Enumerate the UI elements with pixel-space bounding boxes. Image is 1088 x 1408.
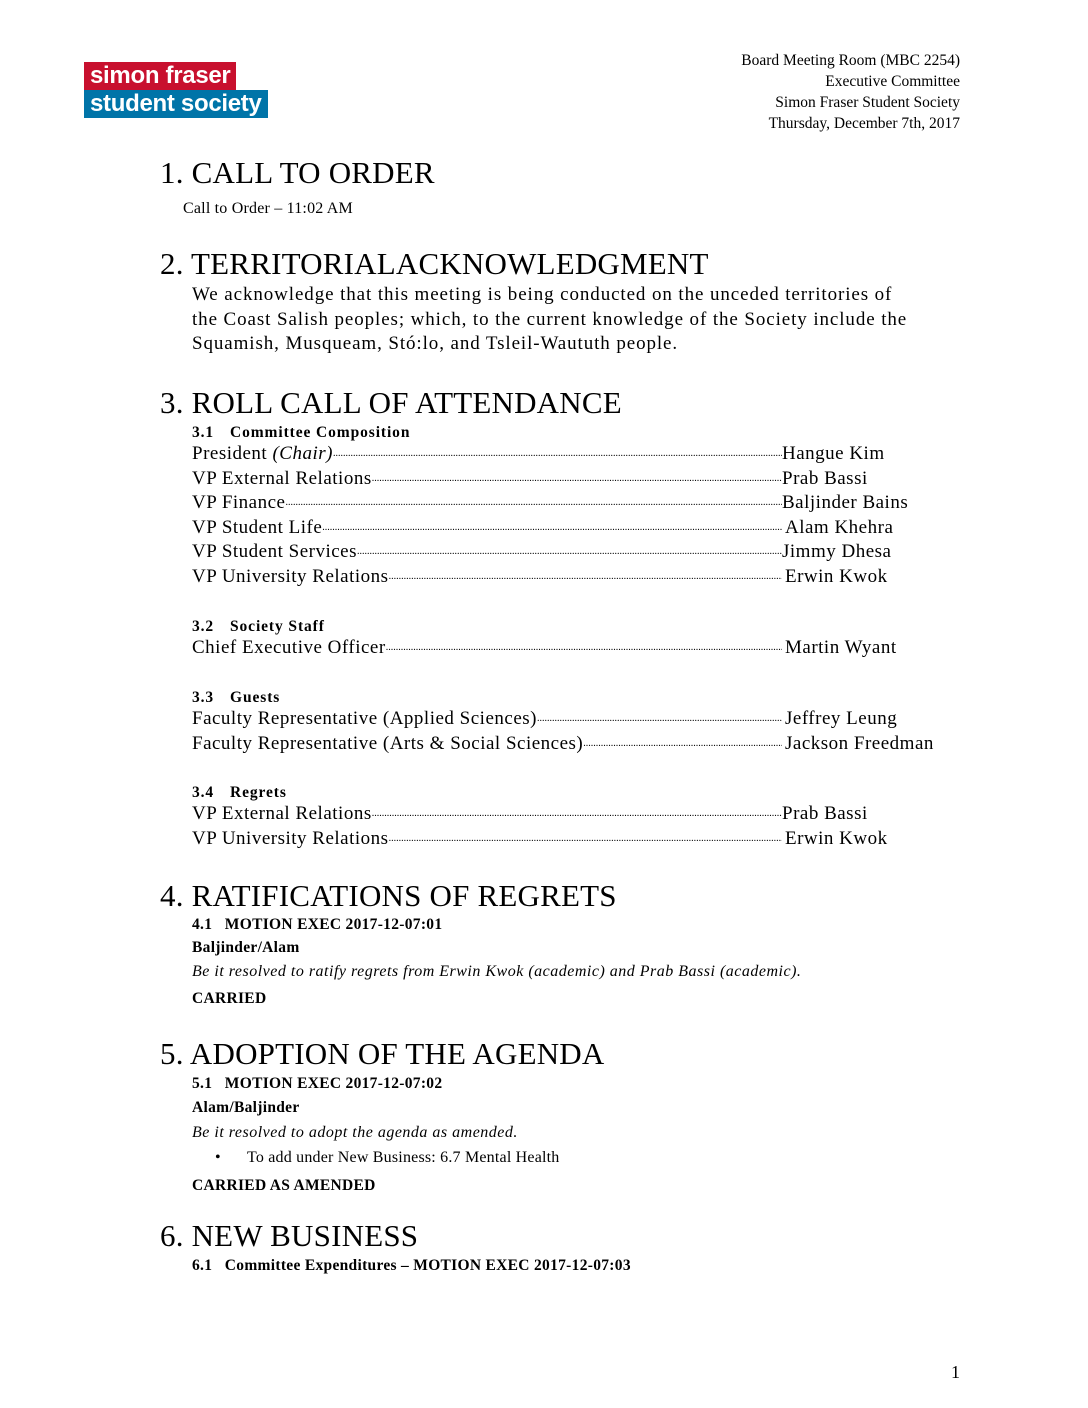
society-name: Simon Fraser Student Society <box>775 94 960 111</box>
attendee-name: Jeffrey Leung <box>785 708 898 729</box>
attendee-name: Erwin Kwok <box>785 828 888 849</box>
attendance-row: Faculty Representative (Arts & Social Sciences) ..... <box>192 732 782 756</box>
subsection-heading-regrets: 3.4 Regrets <box>192 784 287 801</box>
motion-resolution: Be it resolved to adopt the agenda as amended. <box>192 1124 518 1141</box>
attendee-name: Jimmy Dhesa <box>782 541 892 562</box>
attendee-name: Baljinder Bains <box>782 492 909 513</box>
meeting-room: Board Meeting Room (MBC 2254) <box>741 52 960 69</box>
ack-line-1: We acknowledge that this meeting is being conducted on the unceded territories of <box>192 284 893 305</box>
attendance-row: VP External Relations ..... <box>192 467 782 491</box>
motion-movers: Alam/Baljinder <box>192 1099 300 1116</box>
attendance-row: VP Finance ..... <box>192 491 782 515</box>
motion-heading: 4.1 MOTION EXEC 2017-12-07:01 <box>192 916 443 933</box>
amendment-text: To add under New Business: 6.7 Mental Health <box>247 1149 560 1166</box>
logo-line-1: simon fraser <box>84 62 236 90</box>
attendance-row: VP University Relations ..... <box>192 565 782 589</box>
attendance-row: VP University Relations ..... <box>192 827 782 851</box>
motion-movers: Baljinder/Alam <box>192 939 300 956</box>
amendment-bullet <box>215 1147 560 1169</box>
attendance-row: VP Student Services ..... <box>192 540 782 564</box>
attendee-name: Prab Bassi <box>782 803 868 824</box>
meeting-date: Thursday, December 7th, 2017 <box>768 115 960 132</box>
subsection-heading-staff: 3.2 Society Staff <box>192 618 325 635</box>
section-5-title: 5. ADOPTION OF THE AGENDA <box>160 1036 605 1071</box>
motion-resolution: Be it resolved to ratify regrets from Erwin Kwok (academic) and Prab Bassi (academic). <box>192 963 802 980</box>
ack-line-3: Squamish, Musqueam, Stó:lo, and Tsleil-Waututh people. <box>192 333 679 354</box>
attendee-name: Erwin Kwok <box>785 566 888 587</box>
attendee-name: Hangue Kim <box>782 443 885 464</box>
attendance-row: President (Chair) ..... <box>192 442 782 466</box>
attendee-name: Prab Bassi <box>782 468 868 489</box>
subsection-heading-guests: 3.3 Guests <box>192 689 281 706</box>
ack-line-2: the Coast Salish peoples; which, to the current knowledge of the Society include the <box>192 309 908 330</box>
committee-name: Executive Committee <box>825 73 960 90</box>
attendee-name: Jackson Freedman <box>785 733 934 754</box>
meeting-header <box>741 50 960 134</box>
attendee-name: Martin Wyant <box>785 637 897 658</box>
call-to-order-time: Call to Order – 11:02 AM <box>183 200 353 217</box>
section-1-title: 1. CALL TO ORDER <box>160 155 435 190</box>
motion-result: CARRIED <box>192 990 267 1007</box>
agenda-item-heading: 6.1 Committee Expenditures – MOTION EXEC 2017-12-07:03 <box>192 1257 631 1274</box>
attendance-row: Faculty Representative (Applied Sciences) ..... <box>192 707 782 731</box>
attendee-name: Alam Khehra <box>785 517 894 538</box>
sfss-logo <box>84 62 264 118</box>
section-4-title: 4. RATIFICATIONS OF REGRETS <box>160 878 617 913</box>
logo-line-2: student society <box>84 90 268 118</box>
attendance-row: Chief Executive Officer ..... <box>192 636 782 660</box>
section-2-title: 2. TERRITORIALACKNOWLEDGMENT <box>160 246 709 281</box>
section-6-title: 6. NEW BUSINESS <box>160 1218 419 1253</box>
motion-result: CARRIED AS AMENDED <box>192 1177 376 1194</box>
bullet-icon: • <box>215 1149 221 1166</box>
motion-heading: 5.1 MOTION EXEC 2017-12-07:02 <box>192 1075 443 1092</box>
attendance-row: VP Student Life ..... <box>192 516 782 540</box>
subsection-heading-composition: 3.1 Committee Composition <box>192 424 411 441</box>
section-3-title: 3. ROLL CALL OF ATTENDANCE <box>160 385 622 420</box>
attendance-row: VP External Relations ..... <box>192 802 782 826</box>
page-number: 1 <box>951 1362 960 1382</box>
